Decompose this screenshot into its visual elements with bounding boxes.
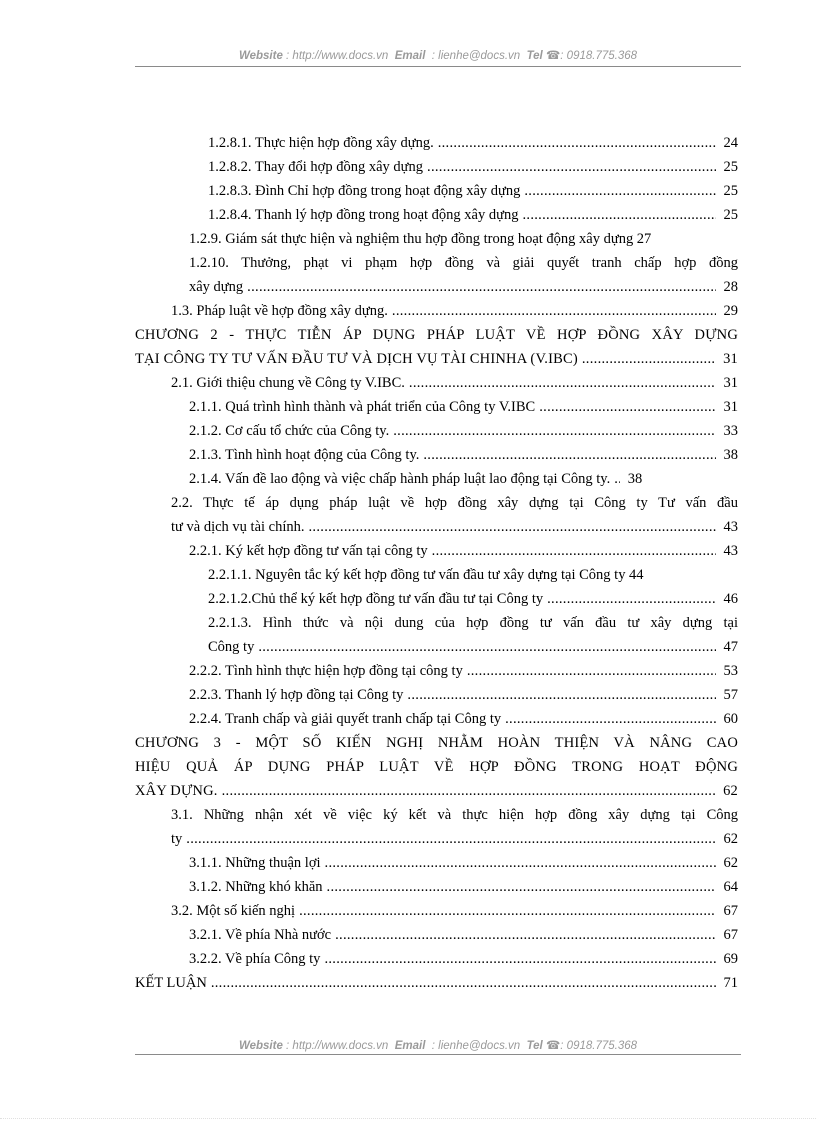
toc-entry-title-line2: xây dựng xyxy=(189,279,244,295)
toc-entry-title: 3.2. Một số kiến nghị xyxy=(171,903,296,919)
toc-entry xyxy=(135,539,738,563)
table-of-contents xyxy=(135,131,738,995)
toc-entry-title-line2: ty xyxy=(171,831,183,847)
toc-entry xyxy=(135,587,738,611)
toc-entry xyxy=(135,611,738,659)
toc-entry xyxy=(135,299,738,323)
dot-leader xyxy=(547,587,716,611)
dot-leader xyxy=(392,299,716,323)
dot-leader xyxy=(186,827,716,851)
toc-entry-page: 38 xyxy=(627,471,643,487)
website-value: : http://www.docs.vn xyxy=(286,50,389,62)
footer-rule xyxy=(135,1054,741,1055)
toc-entry-title-line2: Công ty xyxy=(208,639,255,655)
toc-entry-title-line1: 1.2.10. Thưởng, phạt vi phạm hợp đồng và giải quyết tranh chấp hợp đồng xyxy=(189,255,738,271)
toc-entry xyxy=(135,227,738,251)
page-edge xyxy=(0,1118,816,1119)
toc-entry-title-line1: 3.1. Những nhận xét về việc ký kết và thực hiện hợp đồng xây dựng tại Công xyxy=(171,807,738,823)
toc-entry xyxy=(135,395,738,419)
toc-entry-page: 44 xyxy=(628,567,644,583)
toc-entry-page: 71 xyxy=(723,975,738,991)
dot-leader xyxy=(614,467,620,491)
toc-entry-title: 1.2.8.3. Đình Chỉ hợp đồng trong hoạt động xây dựng xyxy=(208,183,521,199)
toc-entry xyxy=(135,371,738,395)
website-value: : http://www.docs.vn xyxy=(286,1040,389,1052)
toc-entry-page: 25 xyxy=(723,183,738,199)
toc-entry xyxy=(135,923,738,947)
tel-label: Tel xyxy=(526,50,543,62)
dot-leader xyxy=(505,707,716,731)
toc-entry xyxy=(135,659,738,683)
toc-entry-title: 2.2.1. Ký kết hợp đồng tư vấn tại công ty xyxy=(189,543,428,559)
toc-entry xyxy=(135,683,738,707)
toc-entry-title: 1.2.8.1. Thực hiện hợp đồng xây dựng. xyxy=(208,135,434,151)
tel-value: : 0918.775.368 xyxy=(560,50,638,62)
toc-entry xyxy=(135,851,738,875)
toc-entry-title: 1.3. Pháp luật về hợp đồng xây dựng. xyxy=(171,303,388,319)
email-value: : lienhe@docs.vn xyxy=(431,50,521,62)
phone-icon: ☎ xyxy=(545,50,561,62)
toc-entry xyxy=(135,179,738,203)
toc-entry-title: 2.1.4. Vấn đề lao động và việc chấp hành pháp luật lao động tại Công ty. xyxy=(189,471,611,487)
dot-leader xyxy=(407,683,716,707)
toc-entry-page: 62 xyxy=(723,783,738,799)
page-footer xyxy=(135,1038,741,1052)
dot-leader xyxy=(539,395,716,419)
toc-entry xyxy=(135,203,738,227)
dot-leader xyxy=(582,347,716,371)
dot-leader xyxy=(247,275,716,299)
dot-leader xyxy=(467,659,716,683)
dot-leader xyxy=(299,899,716,923)
toc-entry-title-line1: 2.2. Thực tế áp dụng pháp luật về hợp đồng xây dựng tại Công ty Tư vấn đầu xyxy=(171,495,738,511)
dot-leader xyxy=(335,923,716,947)
dot-leader xyxy=(524,179,716,203)
dot-leader xyxy=(432,539,716,563)
dot-leader xyxy=(222,779,716,803)
toc-entry-title: 2.2.3. Thanh lý hợp đồng tại Công ty xyxy=(189,687,404,703)
email-label: Email xyxy=(394,1040,426,1052)
toc-entry-page: 43 xyxy=(723,519,738,535)
toc-entry-page: 25 xyxy=(723,207,738,223)
toc-entry-page: 38 xyxy=(723,447,738,463)
dot-leader xyxy=(324,947,716,971)
toc-entry-title: 3.1.1. Những thuận lợi xyxy=(189,855,321,871)
dot-leader xyxy=(522,203,716,227)
toc-entry-page: 27 xyxy=(636,231,652,247)
dot-leader xyxy=(327,875,716,899)
website-label: Website xyxy=(238,50,283,62)
phone-icon: ☎ xyxy=(545,1040,561,1052)
toc-entry-page: 67 xyxy=(723,927,738,943)
toc-entry-title: 2.1.2. Cơ cấu tổ chức của Công ty. xyxy=(189,423,390,439)
toc-entry xyxy=(135,467,738,491)
toc-entry-page: 33 xyxy=(723,423,738,439)
dot-leader xyxy=(211,971,716,995)
email-value: : lienhe@docs.vn xyxy=(431,1040,521,1052)
toc-chapter-title-line1: CHƯƠNG 2 - THỰC TIỄN ÁP DỤNG PHÁP LUẬT VỀ HỢP ĐỒNG XÂY DỰNG xyxy=(135,327,738,343)
toc-entry-page: 31 xyxy=(723,351,738,367)
toc-entry xyxy=(135,875,738,899)
toc-entry-page: 29 xyxy=(723,303,738,319)
toc-entry-page: 64 xyxy=(723,879,738,895)
toc-entry xyxy=(135,899,738,923)
email-label: Email xyxy=(394,50,426,62)
toc-entry-title-line2: tư và dịch vụ tài chính. xyxy=(171,519,305,535)
toc-chapter-title-line3: XÂY DỰNG. xyxy=(135,783,218,799)
toc-entry-page: 31 xyxy=(723,399,738,415)
dot-leader xyxy=(325,851,716,875)
toc-entry-page: 28 xyxy=(723,279,738,295)
dot-leader xyxy=(409,371,716,395)
toc-entry-page: 57 xyxy=(723,687,738,703)
toc-entry xyxy=(135,155,738,179)
toc-entry-page: 25 xyxy=(723,159,738,175)
toc-entry-title: 3.2.1. Về phía Nhà nước xyxy=(189,927,332,943)
toc-entry-title: 2.1.3. Tình hình hoạt động của Công ty. xyxy=(189,447,420,463)
toc-entry xyxy=(135,491,738,539)
toc-chapter-title-line2: HIỆU QUẢ ÁP DỤNG PHÁP LUẬT VỀ HỢP ĐỒNG TRONG HOẠT ĐỘNG xyxy=(135,759,738,775)
toc-entry-title: 2.1. Giới thiệu chung về Công ty V.IBC. xyxy=(171,375,405,391)
dot-leader xyxy=(258,635,716,659)
toc-entry-title: 2.2.4. Tranh chấp và giải quyết tranh chấp tại Công ty xyxy=(189,711,502,727)
toc-entry-title-line1: 2.2.1.3. Hình thức và nội dung của hợp đồng tư vấn đầu tư xây dựng tại xyxy=(208,615,738,631)
dot-leader xyxy=(438,131,716,155)
page-header xyxy=(135,48,741,62)
toc-entry-page: 62 xyxy=(723,855,738,871)
toc-chapter-title-line2: TẠI CÔNG TY TƯ VẤN ĐẦU TƯ VÀ DỊCH VỤ TÀI CHINHA (V.IBC) xyxy=(135,351,578,367)
dot-leader xyxy=(309,515,717,539)
toc-entry-title: 1.2.8.2. Thay đổi hợp đồng xây dựng xyxy=(208,159,424,175)
toc-chapter xyxy=(135,731,738,803)
toc-entry-page: 53 xyxy=(723,663,738,679)
toc-entry xyxy=(135,419,738,443)
toc-entry xyxy=(135,443,738,467)
toc-entry-title: 2.2.1.2.Chủ thể ký kết hợp đồng tư vấn đầu tư tại Công ty xyxy=(208,591,544,607)
toc-entry-page: 67 xyxy=(723,903,738,919)
toc-entry-page: 69 xyxy=(723,951,738,967)
toc-entry-page: 43 xyxy=(723,543,738,559)
dot-leader xyxy=(423,443,716,467)
toc-entry-page: 62 xyxy=(723,831,738,847)
toc-entry-page: 60 xyxy=(723,711,738,727)
toc-entry-title: 2.2.2. Tình hình thực hiện hợp đồng tại công ty xyxy=(189,663,463,679)
toc-entry-page: 46 xyxy=(723,591,738,607)
toc-entry-page: 47 xyxy=(723,639,738,655)
dot-leader xyxy=(427,155,716,179)
toc-entry xyxy=(135,803,738,851)
tel-value: : 0918.775.368 xyxy=(560,1040,638,1052)
toc-entry xyxy=(135,251,738,299)
toc-entry xyxy=(135,707,738,731)
toc-entry xyxy=(135,971,738,995)
toc-chapter-title-line1: CHƯƠNG 3 - MỘT SỐ KIẾN NGHỊ NHẰM HOÀN THIỆN VÀ NÂNG CAO xyxy=(135,735,738,751)
toc-entry xyxy=(135,131,738,155)
toc-entry xyxy=(135,563,738,587)
toc-entry-title: 3.2.2. Về phía Công ty xyxy=(189,951,321,967)
website-label: Website xyxy=(238,1040,283,1052)
tel-label: Tel xyxy=(526,1040,543,1052)
toc-entry-title: 2.1.1. Quá trình hình thành và phát triển của Công ty V.IBC xyxy=(189,399,536,415)
toc-chapter xyxy=(135,323,738,371)
toc-entry-title: 3.1.2. Những khó khăn xyxy=(189,879,323,895)
toc-entry-title: 1.2.9. Giám sát thực hiện và nghiệm thu hợp đồng trong hoạt động xây dựng xyxy=(189,231,634,247)
toc-entry-page: 24 xyxy=(723,135,738,151)
header-rule xyxy=(135,66,741,67)
toc-entry-title: KẾT LUẬN xyxy=(135,975,207,991)
toc-entry-title: 1.2.8.4. Thanh lý hợp đồng trong hoạt động xây dựng xyxy=(208,207,519,223)
toc-entry-page: 31 xyxy=(723,375,738,391)
toc-entry-title: 2.2.1.1. Nguyên tắc ký kết hợp đồng tư vấn đầu tư xây dựng tại Công ty xyxy=(208,567,626,583)
toc-entry xyxy=(135,947,738,971)
dot-leader xyxy=(393,419,716,443)
